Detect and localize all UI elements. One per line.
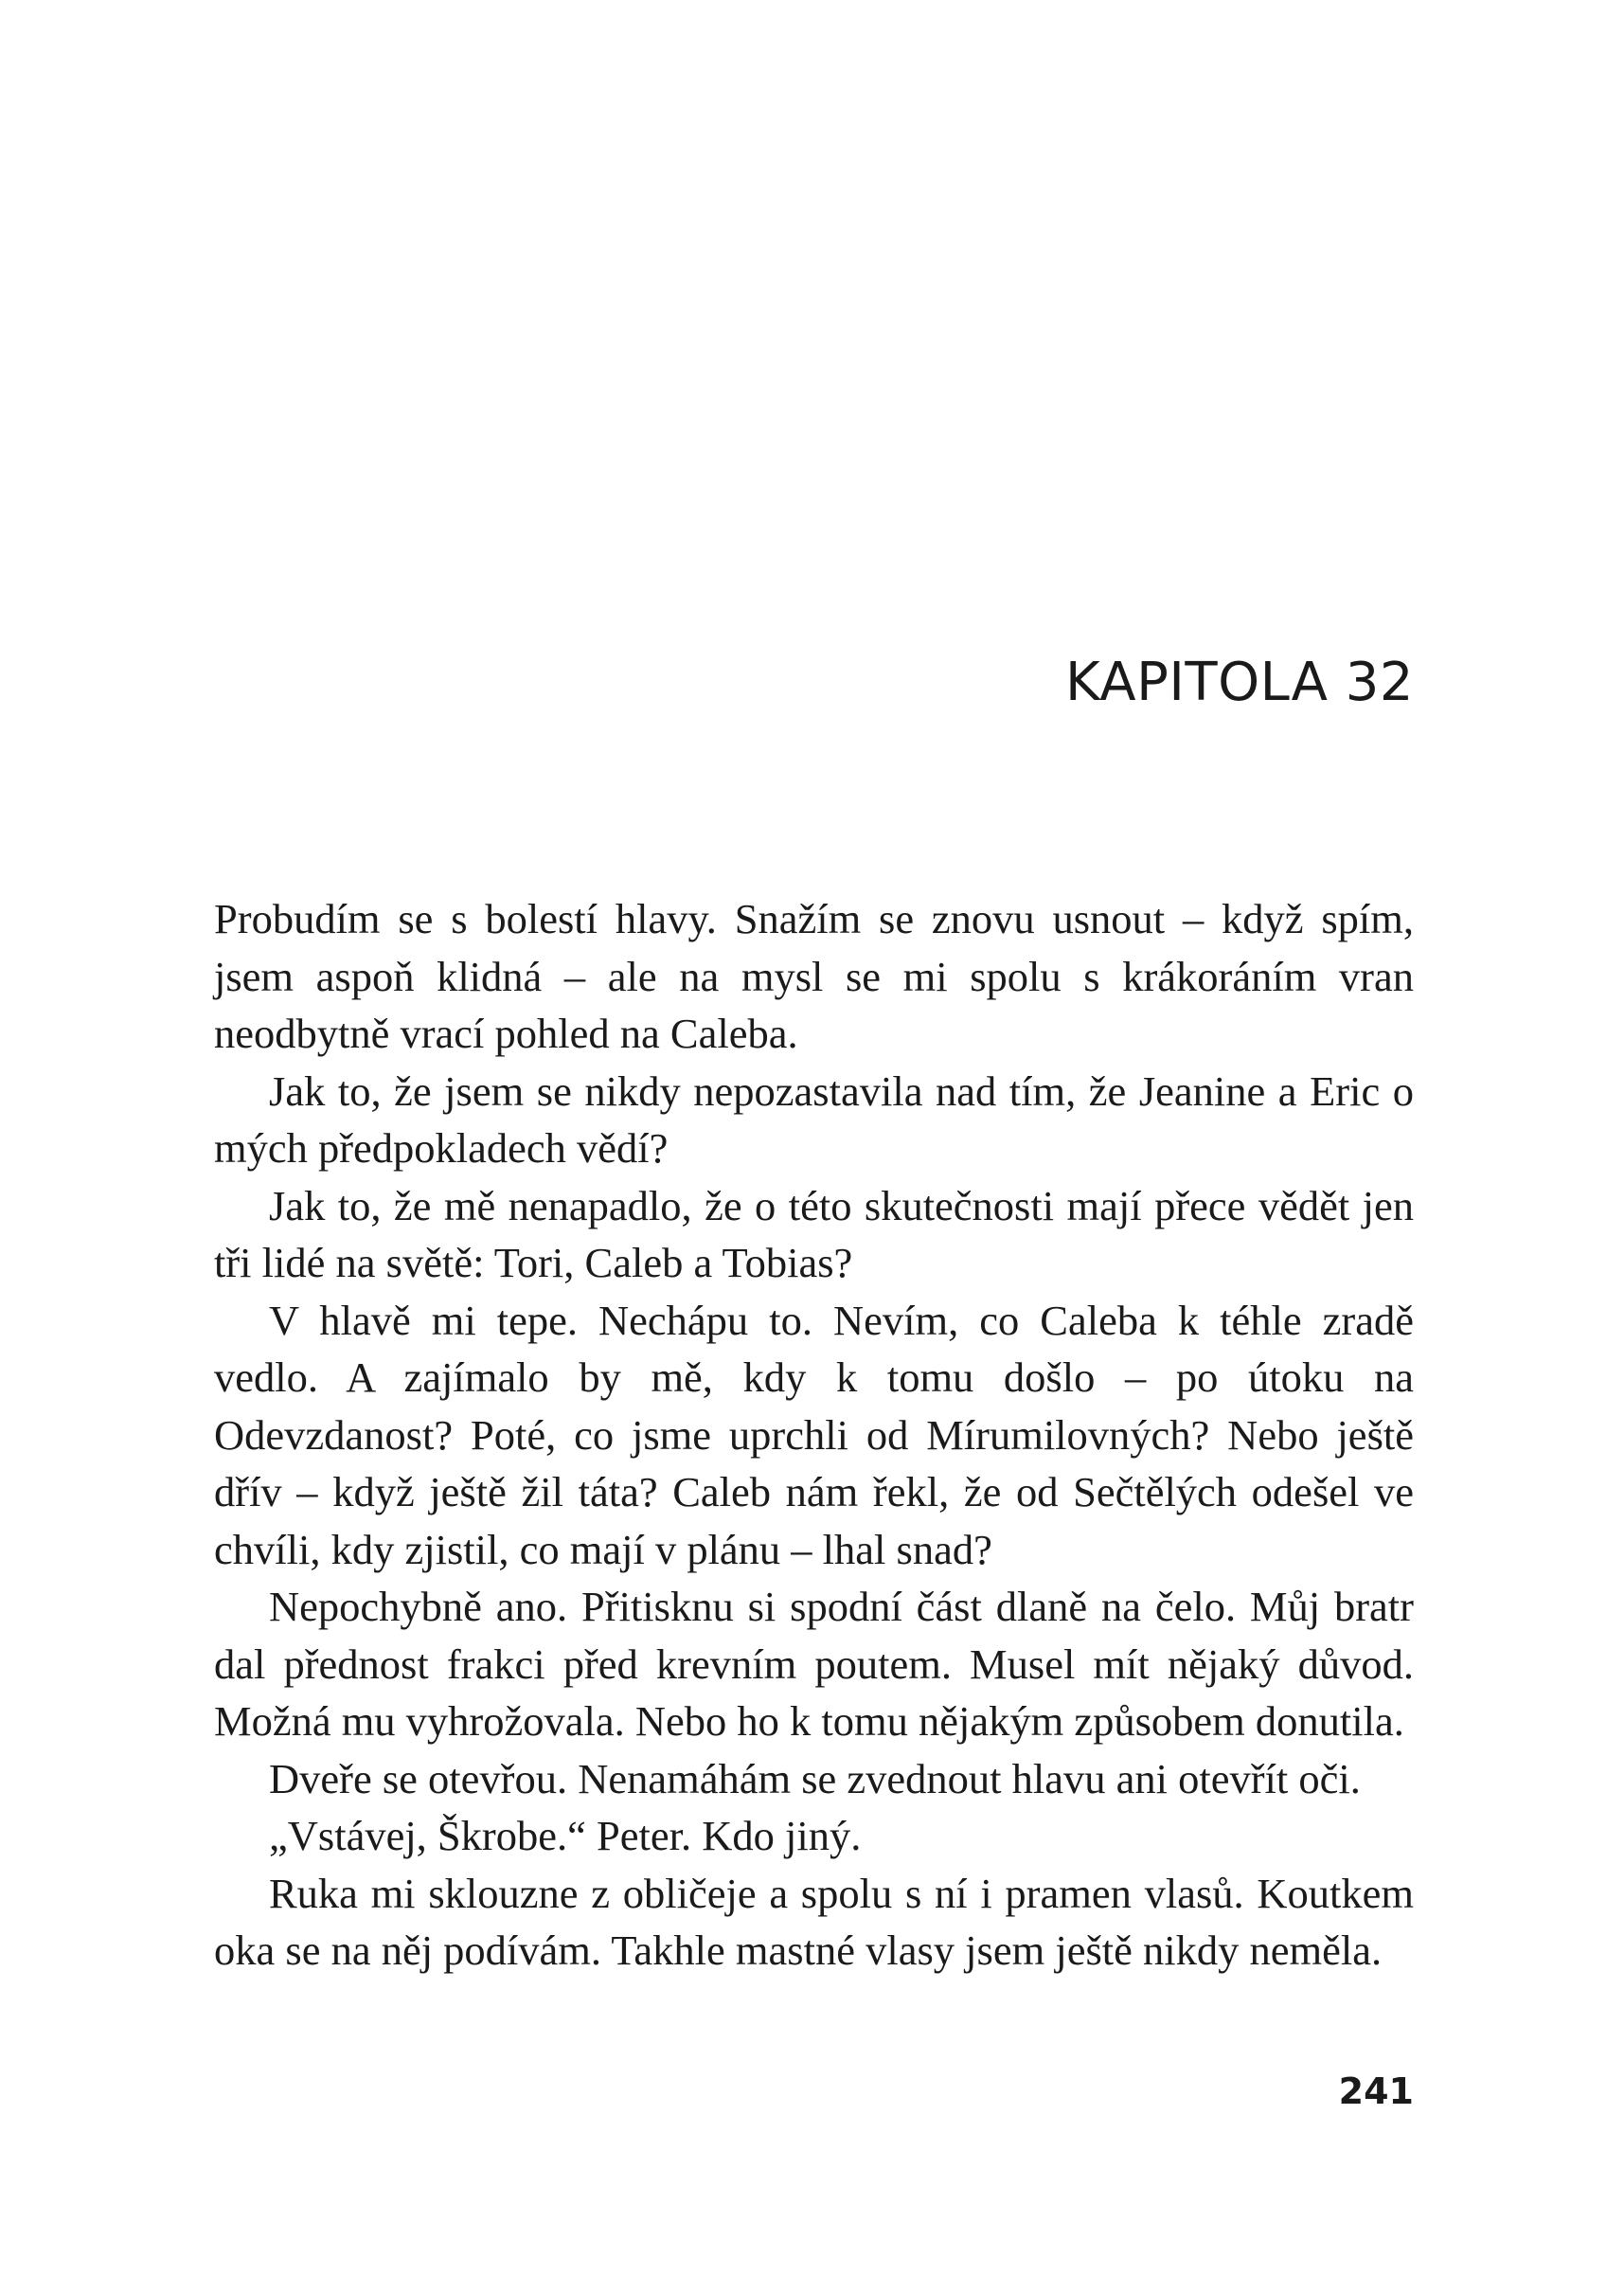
- paragraph: „Vstávej, Škrobe.“ Peter. Kdo jiný.: [269, 1812, 862, 1859]
- paragraph: Jak to, že jsem se nikdy nepozastavila nad tím, že Jeanine a Eric o mých předpokladech vědí?: [214, 1066, 1414, 1172]
- paragraph: V hlavě mi tepe. Nechápu to. Nevím, co Caleba k téhle zradě vedlo. A zajímalo by mě, kdy k tomu došlo – po útoku na Odevzdanost? Poté, co jsme uprchli od Mírumilovných? Nebo ještě dřív – když ještě žil táta? Caleb nám řekl, že od Sečtělých odešel ve chvíli, kdy zjistil, co mají v plánu – lhal snad?: [214, 1296, 1414, 1573]
- page-number: 241: [1338, 2070, 1414, 2112]
- paragraph: Ruka mi sklouzne z obličeje a spolu s ní i pramen vlasů. Koutkem oka se na něj podívám. Takhle mastné vlasy jsem ještě nikdy neměla.: [214, 1869, 1414, 1974]
- chapter-title: KAPITOLA 32: [1065, 652, 1414, 713]
- chapter-body: [214, 890, 1414, 1980]
- paragraph: Probudím se s bolestí hlavy. Snažím se znovu usnout – když spím, jsem aspoň klidná – ale na mysl se mi spolu s krákoráním vran neodbytně vrací pohled na Caleba.: [214, 895, 1414, 1057]
- paragraph: Nepochybně ano. Přitisknu si spodní část dlaně na čelo. Můj bratr dal přednost frakci před krevním poutem. Musel mít nějaký důvod. Možná mu vyhrožovala. Nebo ho k tomu nějakým způsobem donutila.: [214, 1583, 1414, 1745]
- paragraph: Dveře se otevřou. Nenamáhám se zvednout hlavu ani otevřít oči.: [269, 1754, 1361, 1802]
- paragraph: Jak to, že mě nenapadlo, že o této skutečnosti mají přece vědět jen tři lidé na světě: Tori, Caleb a Tobias?: [214, 1181, 1414, 1286]
